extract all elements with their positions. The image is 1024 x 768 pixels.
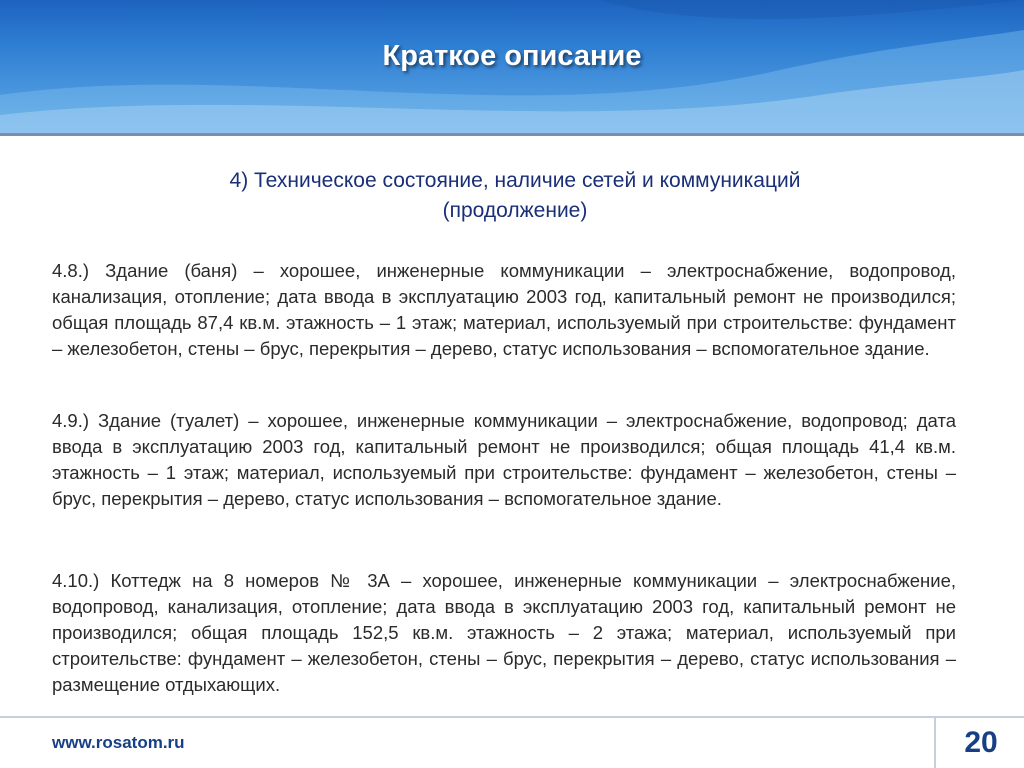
slide-header — [0, 0, 1024, 133]
paragraph-4-10: 4.10.) Коттедж на 8 номеров № 3А – хорошее, инженерные коммуникации – электроснабжение, водопровод, канализация, отопление; дата ввода в эксплуатацию 2003 год, капитальный ремонт не производился; общая площадь 152,5 кв.м. этажность – 2 этажа; материал, используемый при строительстве: фундамент – железобетон, стены – брус, перекрытия – дерево, статус использования – размещение отдыхающих. — [52, 570, 956, 695]
footer-vertical-divider — [934, 718, 936, 768]
subtitle-line-1: 4) Техническое состояние, наличие сетей и коммуникаций — [229, 169, 801, 192]
subtitle-line-2: (продолжение) — [442, 199, 588, 222]
page-number: 20 — [964, 726, 998, 759]
paragraph-4-9: 4.9.) Здание (туалет) – хорошее, инженерные коммуникации – электроснабжение, водопровод; дата ввода в эксплуатацию 2003 год, капитальный ремонт не производился; общая площадь 41,4 кв.м. этажность – 1 этаж; материал, используемый при строительстве: фундамент – железобетон, стены – брус, перекрытия – дерево, статус использования – вспомогательное здание. — [52, 410, 956, 509]
footer-website-link[interactable]: www.rosatom.ru — [52, 733, 185, 752]
slide-title: Краткое описание — [382, 40, 642, 72]
section-subtitle — [60, 166, 970, 226]
paragraph-4-8: 4.8.) Здание (баня) – хорошее, инженерные коммуникации – электроснабжение, водопровод, канализация, отопление; дата ввода в эксплуатацию 2003 год, капитальный ремонт не производился; общая площадь 87,4 кв.м. этажность – 1 этаж; материал, используемый при строительстве: фундамент – железобетон, стены – брус, перекрытия – дерево, статус использования – вспомогательное здание. — [52, 260, 956, 359]
footer-divider — [0, 716, 1024, 718]
header-divider — [0, 133, 1024, 136]
